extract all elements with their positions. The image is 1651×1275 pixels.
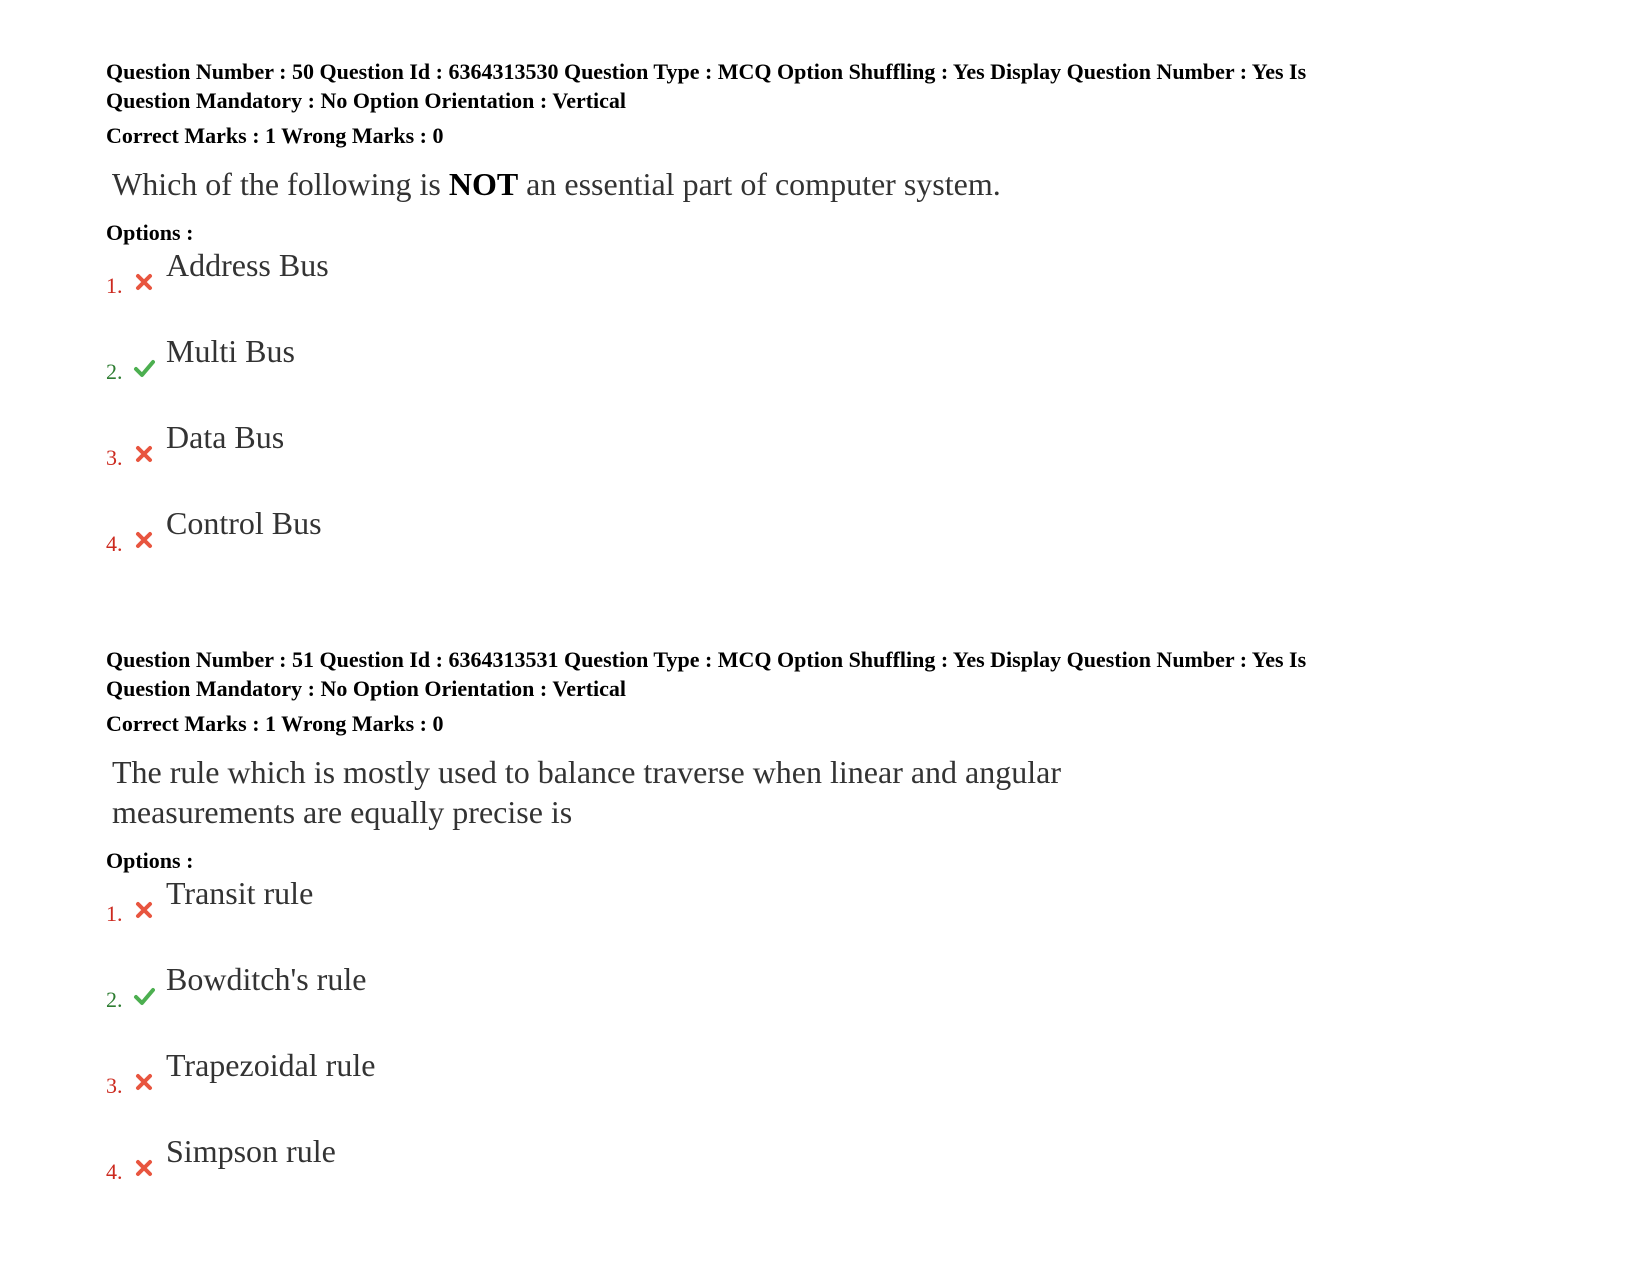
option-text: Data Bus — [166, 419, 285, 455]
question-marks: Correct Marks : 1 Wrong Marks : 0 — [106, 123, 444, 148]
option-item — [106, 247, 1506, 333]
question-meta-line-2: Question Mandatory : No Option Orientation : Vertical — [106, 676, 627, 701]
question-meta-line-1: Question Number : 51 Question Id : 6364313531 Question Type : MCQ Option Shuffling : Yes Display Question Number : Yes Is — [106, 647, 1307, 672]
question-meta-line-1: Question Number : 50 Question Id : 6364313530 Question Type : MCQ Option Shuffling : Yes Display Question Number : Yes Is — [106, 59, 1307, 84]
option-item — [106, 333, 1506, 419]
question-text-part: an essential part of computer system. — [518, 166, 1001, 202]
cross-icon — [133, 443, 155, 465]
option-text: Bowditch's rule — [166, 961, 367, 997]
options-label: Options : — [106, 220, 194, 245]
option-number: 3. — [106, 1073, 123, 1098]
option-item — [106, 1133, 1506, 1219]
option-item — [106, 875, 1506, 961]
option-number: 1. — [106, 901, 123, 926]
option-number: 3. — [106, 445, 123, 470]
question-meta-line-2: Question Mandatory : No Option Orientation : Vertical — [106, 88, 627, 113]
cross-icon — [133, 271, 155, 293]
question-text-part: Which of the following is — [112, 166, 449, 202]
cross-icon — [133, 1071, 155, 1093]
question-marks: Correct Marks : 1 Wrong Marks : 0 — [106, 711, 444, 736]
option-number: 4. — [106, 531, 123, 556]
question-meta — [106, 57, 1506, 115]
option-text: Trapezoidal rule — [166, 1047, 376, 1083]
check-icon — [133, 357, 155, 379]
option-item — [106, 961, 1506, 1047]
option-number: 2. — [106, 359, 123, 384]
cross-icon — [133, 899, 155, 921]
question-block-51 — [106, 645, 1506, 1219]
option-item — [106, 419, 1506, 505]
option-item — [106, 505, 1506, 591]
cross-icon — [133, 1157, 155, 1179]
question-text — [112, 752, 1506, 832]
question-text-emphasis: NOT — [448, 166, 519, 202]
option-item — [106, 1047, 1506, 1133]
check-icon — [133, 985, 155, 1007]
cross-icon — [133, 529, 155, 551]
option-text: Simpson rule — [166, 1133, 336, 1169]
option-text: Address Bus — [166, 247, 329, 283]
option-number: 1. — [106, 273, 123, 298]
option-number: 2. — [106, 987, 123, 1012]
question-text-line-2: measurements are equally precise is — [112, 794, 573, 830]
option-number: 4. — [106, 1159, 123, 1184]
option-text: Control Bus — [166, 505, 322, 541]
question-block-50 — [106, 57, 1506, 591]
question-text — [112, 164, 1506, 204]
option-text: Transit rule — [166, 875, 314, 911]
option-text: Multi Bus — [166, 333, 295, 369]
question-meta — [106, 645, 1506, 703]
question-text-line-1: The rule which is mostly used to balance traverse when linear and angular — [112, 754, 1061, 790]
options-label: Options : — [106, 848, 194, 873]
